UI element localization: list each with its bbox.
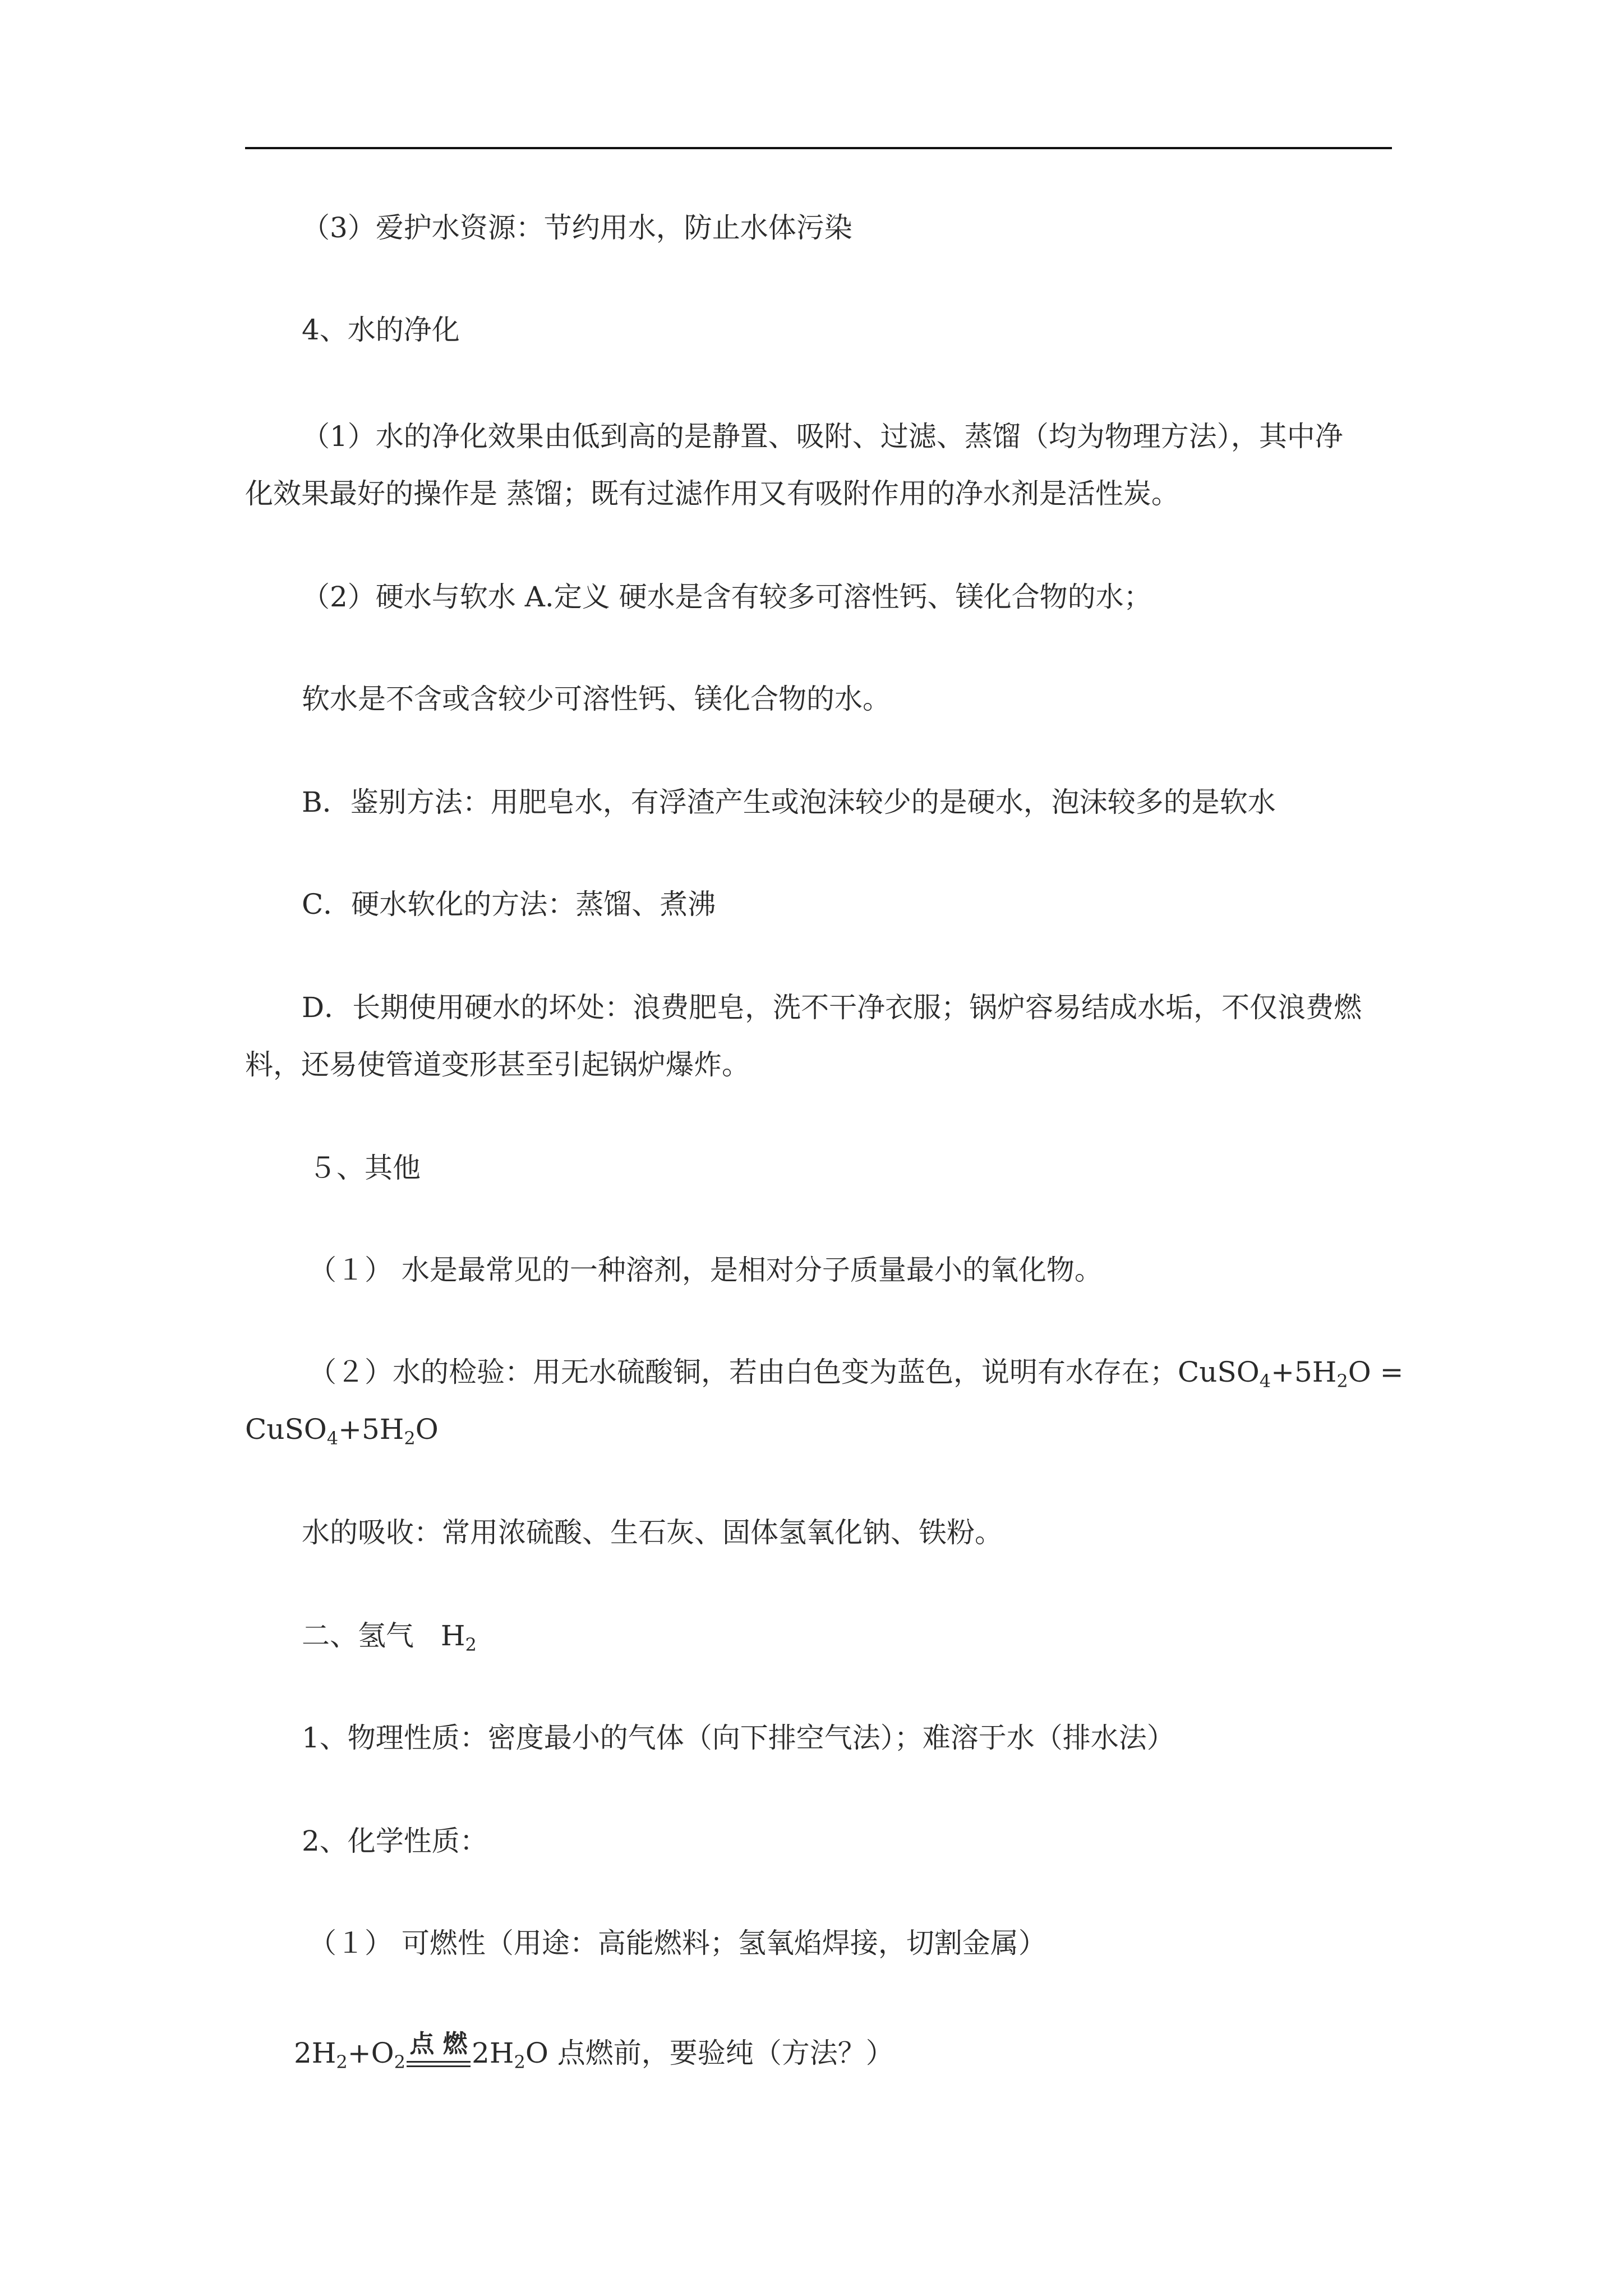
formula-subscript: 4 bbox=[1259, 1370, 1271, 1392]
formula-cuso4-right: CuSO bbox=[245, 1413, 327, 1446]
text-line: 1、物理性质：密度最小的气体（向下排空气法）；难溶于水（排水法） bbox=[302, 1722, 1175, 1754]
equals-bar bbox=[407, 2061, 471, 2063]
text-line: 2、化学性质： bbox=[302, 1825, 488, 1857]
section-heading: 4、水的净化 bbox=[302, 314, 460, 346]
formula-part: +5H bbox=[338, 1413, 404, 1446]
formula-part: O bbox=[525, 2037, 548, 2069]
condition-label: 点 燃 bbox=[409, 2030, 468, 2058]
formula-h2: H bbox=[440, 1619, 465, 1652]
formula-cuso4-left: CuSO bbox=[1178, 1356, 1260, 1388]
text-line: 化效果最好的操作是 蒸馏；既有过滤作用又有吸附作用的净水剂是活性炭。 bbox=[245, 477, 1179, 510]
formula-part: +5H bbox=[1271, 1356, 1337, 1388]
water-test-line bbox=[308, 1354, 1404, 1390]
combustion-equation bbox=[294, 2030, 894, 2073]
text-line: （1）水的净化效果由低到高的是静置、吸附、过滤、蒸馏（均为物理方法），其中净 bbox=[302, 420, 1343, 453]
heading-text: 二、氢气 bbox=[302, 1619, 423, 1652]
text-line: C．硬水软化的方法：蒸馏、煮沸 bbox=[302, 888, 716, 921]
formula-subscript: 4 bbox=[326, 1428, 339, 1449]
water-test-text: （２）水的检验：用无水硫酸铜，若由白色变为蓝色，说明有水存在； bbox=[308, 1356, 1178, 1388]
header-rule bbox=[245, 147, 1392, 149]
formula-subscript: 2 bbox=[336, 2051, 348, 2073]
formula-part: O bbox=[415, 1413, 439, 1446]
equals-bar bbox=[407, 2065, 471, 2067]
text-line: （１） 可燃性（用途：高能燃料；氢氧焰焊接，切割金属） bbox=[308, 1927, 1046, 1959]
formula-subscript: 2 bbox=[394, 2051, 406, 2073]
text-line: （１） 水是最常见的一种溶剂，是相对分子质量最小的氧化物。 bbox=[308, 1254, 1103, 1286]
formula-part: 2H bbox=[294, 2037, 336, 2069]
formula-part: +O bbox=[347, 2037, 394, 2069]
formula-subscript: 2 bbox=[465, 1634, 477, 1655]
formula-subscript: 2 bbox=[1336, 1370, 1348, 1392]
section-heading: ５、其他 bbox=[308, 1152, 421, 1184]
reaction-condition bbox=[405, 2030, 472, 2071]
text-line: 水的吸收：常用浓硫酸、生石灰、固体氢氧化钠、铁粉。 bbox=[302, 1516, 1003, 1549]
text-line: （2）硬水与软水 A.定义 硬水是含有较多可溶性钙、镁化合物的水； bbox=[302, 581, 1152, 613]
section-heading-hydrogen bbox=[302, 1618, 477, 1654]
formula-line bbox=[245, 1411, 439, 1447]
text-line: B．鉴别方法：用肥皂水，有浮渣产生或泡沫较少的是硬水，泡沫较多的是软水 bbox=[302, 786, 1276, 818]
formula-subscript: 2 bbox=[514, 2051, 525, 2073]
formula-part: O = bbox=[1348, 1356, 1404, 1388]
formula-subscript: 2 bbox=[404, 1428, 416, 1449]
formula-part: 2H bbox=[472, 2037, 514, 2069]
text-line: 料，还易使管道变形甚至引起锅炉爆炸。 bbox=[245, 1048, 750, 1081]
equation-note: 点燃前，要验纯（方法？） bbox=[548, 2037, 894, 2069]
text-line: （3）爱护水资源：节约用水，防止水体污染 bbox=[302, 211, 852, 244]
text-line: 软水是不含或含较少可溶性钙、镁化合物的水。 bbox=[302, 683, 891, 715]
text-line: D．长期使用硬水的坏处：浪费肥皂，洗不干净衣服；锅炉容易结成水垢，不仅浪费燃 bbox=[302, 991, 1362, 1024]
